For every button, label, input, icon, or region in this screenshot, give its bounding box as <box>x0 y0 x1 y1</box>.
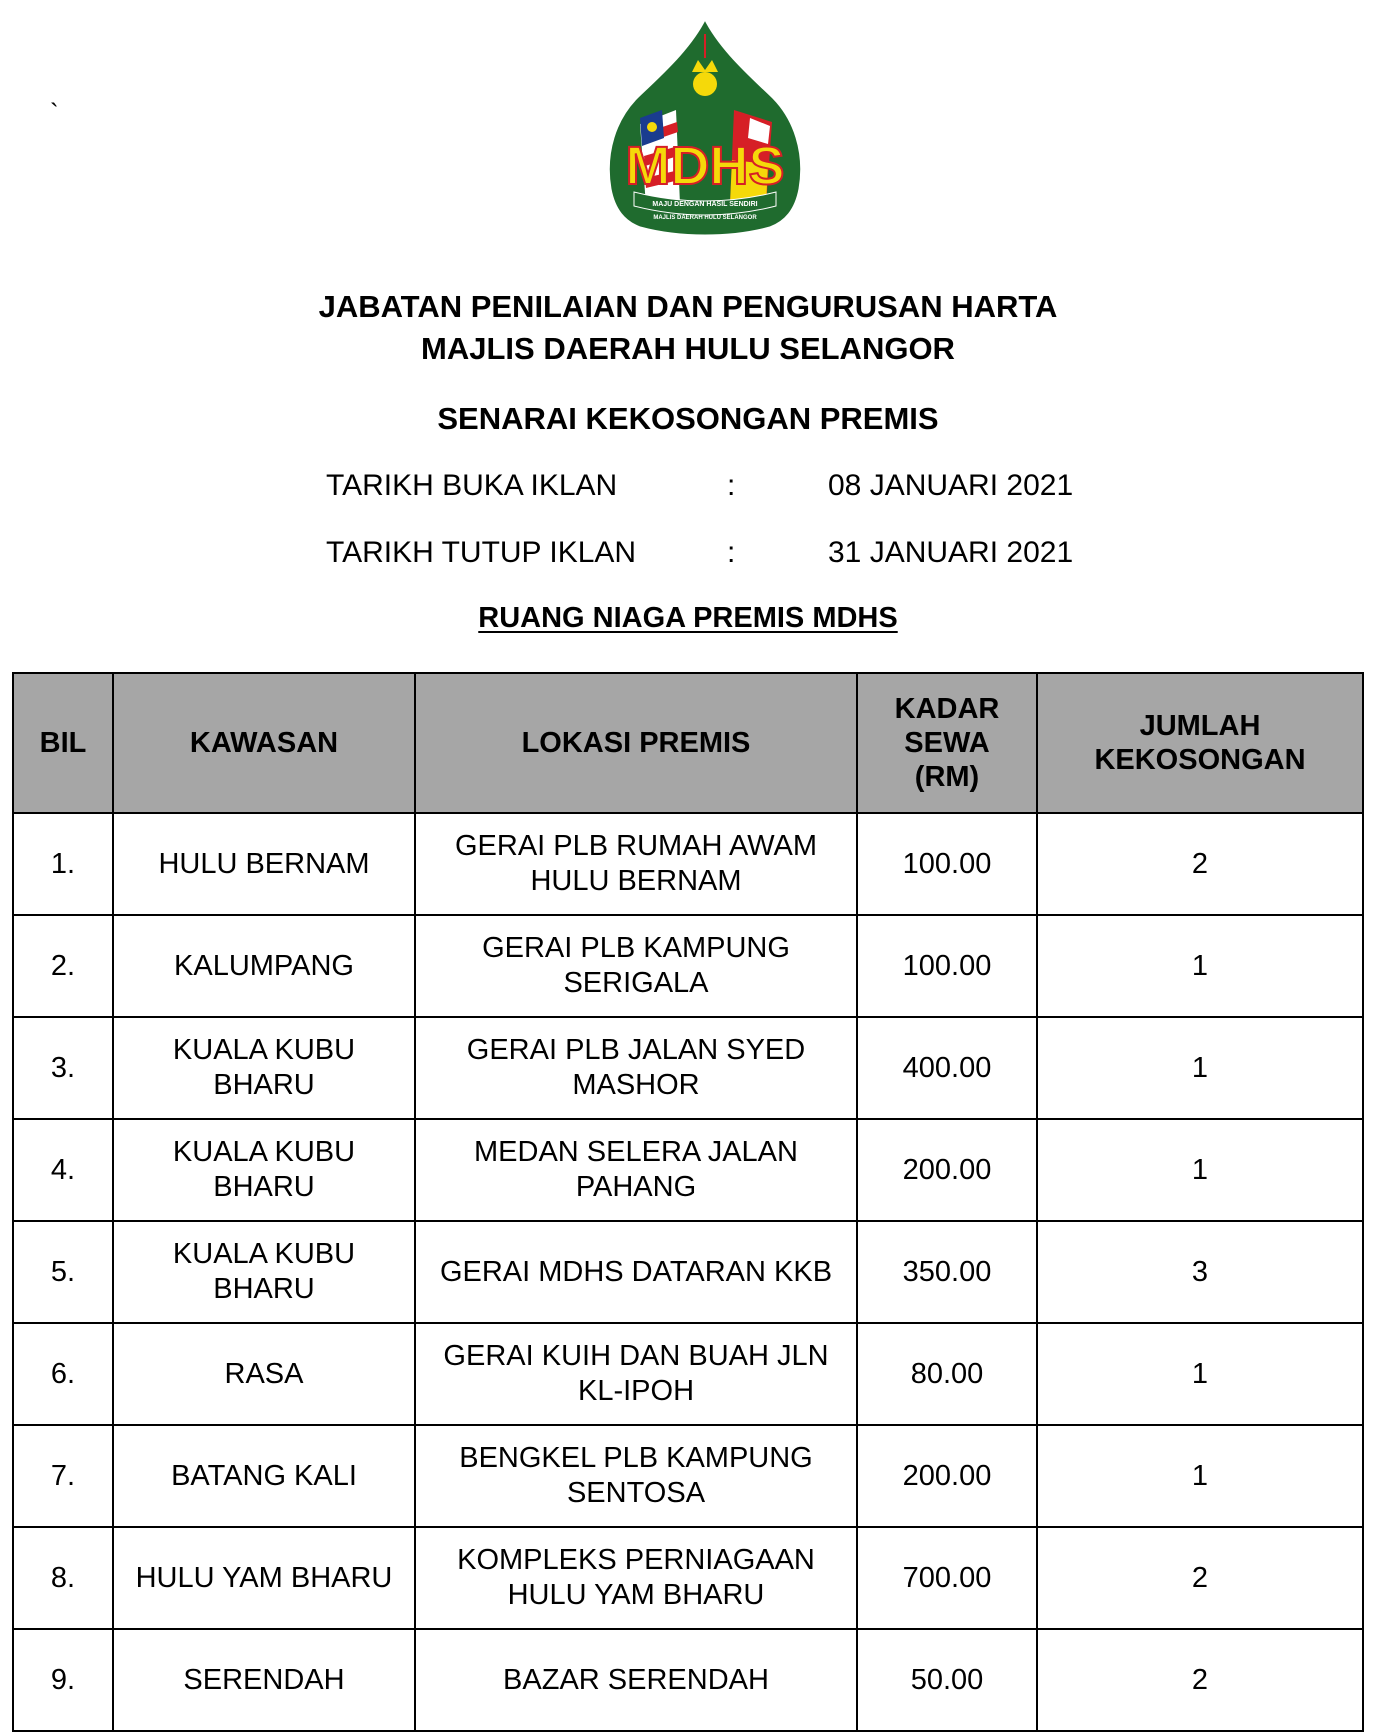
column-header-kadar-line2: SEWA <box>904 727 990 759</box>
mdhs-crest-logo <box>600 14 810 244</box>
cell-lokasi: GERAI KUIH DAN BUAH JLN KL-IPOH <box>415 1323 857 1425</box>
cell-bil: 4. <box>13 1119 113 1221</box>
table-row <box>13 915 1363 1017</box>
cell-jumlah: 2 <box>1037 1527 1363 1629</box>
table-row <box>13 1425 1363 1527</box>
cell-bil: 9. <box>13 1629 113 1731</box>
cell-lokasi: MEDAN SELERA JALAN PAHANG <box>415 1119 857 1221</box>
cell-kawasan: KUALA KUBU BHARU <box>113 1017 415 1119</box>
department-title: JABATAN PENILAIAN DAN PENGURUSAN HARTA <box>318 289 1058 324</box>
logo-org: MAJLIS DAERAH HULU SELANGOR <box>653 215 757 221</box>
cell-bil: 3. <box>13 1017 113 1119</box>
cell-kadar: 50.00 <box>857 1629 1037 1731</box>
cell-jumlah: 1 <box>1037 1017 1363 1119</box>
advert-close-value: 31 JANUARI 2021 <box>828 536 1074 569</box>
cell-bil: 6. <box>13 1323 113 1425</box>
table-row <box>13 1527 1363 1629</box>
cell-bil: 7. <box>13 1425 113 1527</box>
cell-bil: 5. <box>13 1221 113 1323</box>
cell-bil: 8. <box>13 1527 113 1629</box>
cell-kadar: 100.00 <box>857 813 1037 915</box>
advert-close-date-row <box>0 535 1376 571</box>
column-header-lokasi: LOKASI PREMIS <box>415 673 857 813</box>
table-row <box>13 813 1363 915</box>
advert-open-label: TARIKH BUKA IKLAN <box>326 469 618 502</box>
cell-lokasi: GERAI MDHS DATARAN KKB <box>415 1221 857 1323</box>
advert-open-separator: : <box>727 469 736 502</box>
column-header-jumlah <box>1037 673 1363 813</box>
column-header-kadar <box>857 673 1037 813</box>
table-row <box>13 1629 1363 1731</box>
advert-close-label: TARIKH TUTUP IKLAN <box>326 536 637 569</box>
cell-jumlah: 2 <box>1037 813 1363 915</box>
cell-kawasan: KUALA KUBU BHARU <box>113 1119 415 1221</box>
table-row <box>13 1017 1363 1119</box>
premises-vacancy-table <box>12 672 1364 1732</box>
council-title: MAJLIS DAERAH HULU SELANGOR <box>421 331 955 366</box>
column-header-bil: BIL <box>13 673 113 813</box>
table-row <box>13 1119 1363 1221</box>
cell-jumlah: 2 <box>1037 1629 1363 1731</box>
cell-kawasan: HULU YAM BHARU <box>113 1527 415 1629</box>
cell-jumlah: 3 <box>1037 1221 1363 1323</box>
cell-kadar: 400.00 <box>857 1017 1037 1119</box>
cell-kawasan: RASA <box>113 1323 415 1425</box>
cell-bil: 1. <box>13 813 113 915</box>
cell-kawasan: KALUMPANG <box>113 915 415 1017</box>
logo-motto: MAJU DENGAN HASIL SENDIRI <box>652 201 758 208</box>
cell-kawasan: SERENDAH <box>113 1629 415 1731</box>
table-header-row <box>13 673 1363 813</box>
column-header-kadar-line1: KADAR <box>894 693 1000 725</box>
table-row <box>13 1323 1363 1425</box>
cell-kawasan: BATANG KALI <box>113 1425 415 1527</box>
advert-open-date-row <box>0 468 1376 504</box>
cell-kadar: 350.00 <box>857 1221 1037 1323</box>
advert-close-separator: : <box>727 536 736 569</box>
section-title: RUANG NIAGA PREMIS MDHS <box>478 602 898 634</box>
cell-jumlah: 1 <box>1037 1119 1363 1221</box>
stray-mark: ` <box>50 98 59 128</box>
column-header-kadar-line3: (RM) <box>914 761 980 793</box>
cell-lokasi: KOMPLEKS PERNIAGAAN HULU YAM BHARU <box>415 1527 857 1629</box>
cell-jumlah: 1 <box>1037 1425 1363 1527</box>
cell-lokasi: BAZAR SERENDAH <box>415 1629 857 1731</box>
column-header-jumlah-line1: JUMLAH <box>1139 710 1261 742</box>
cell-kawasan: HULU BERNAM <box>113 813 415 915</box>
cell-kawasan: KUALA KUBU BHARU <box>113 1221 415 1323</box>
cell-lokasi: GERAI PLB RUMAH AWAM HULU BERNAM <box>415 813 857 915</box>
cell-kadar: 80.00 <box>857 1323 1037 1425</box>
column-header-jumlah-line2: KEKOSONGAN <box>1094 744 1306 776</box>
advert-open-value: 08 JANUARI 2021 <box>828 469 1074 502</box>
cell-kadar: 200.00 <box>857 1119 1037 1221</box>
cell-jumlah: 1 <box>1037 915 1363 1017</box>
cell-lokasi: GERAI PLB JALAN SYED MASHOR <box>415 1017 857 1119</box>
table-row <box>13 1221 1363 1323</box>
cell-lokasi: BENGKEL PLB KAMPUNG SENTOSA <box>415 1425 857 1527</box>
column-header-kawasan: KAWASAN <box>113 673 415 813</box>
cell-kadar: 100.00 <box>857 915 1037 1017</box>
logo-title: MDHS <box>625 136 785 196</box>
document-title: SENARAI KEKOSONGAN PREMIS <box>437 401 939 436</box>
cell-jumlah: 1 <box>1037 1323 1363 1425</box>
cell-kadar: 200.00 <box>857 1425 1037 1527</box>
cell-lokasi: GERAI PLB KAMPUNG SERIGALA <box>415 915 857 1017</box>
cell-kadar: 700.00 <box>857 1527 1037 1629</box>
cell-bil: 2. <box>13 915 113 1017</box>
